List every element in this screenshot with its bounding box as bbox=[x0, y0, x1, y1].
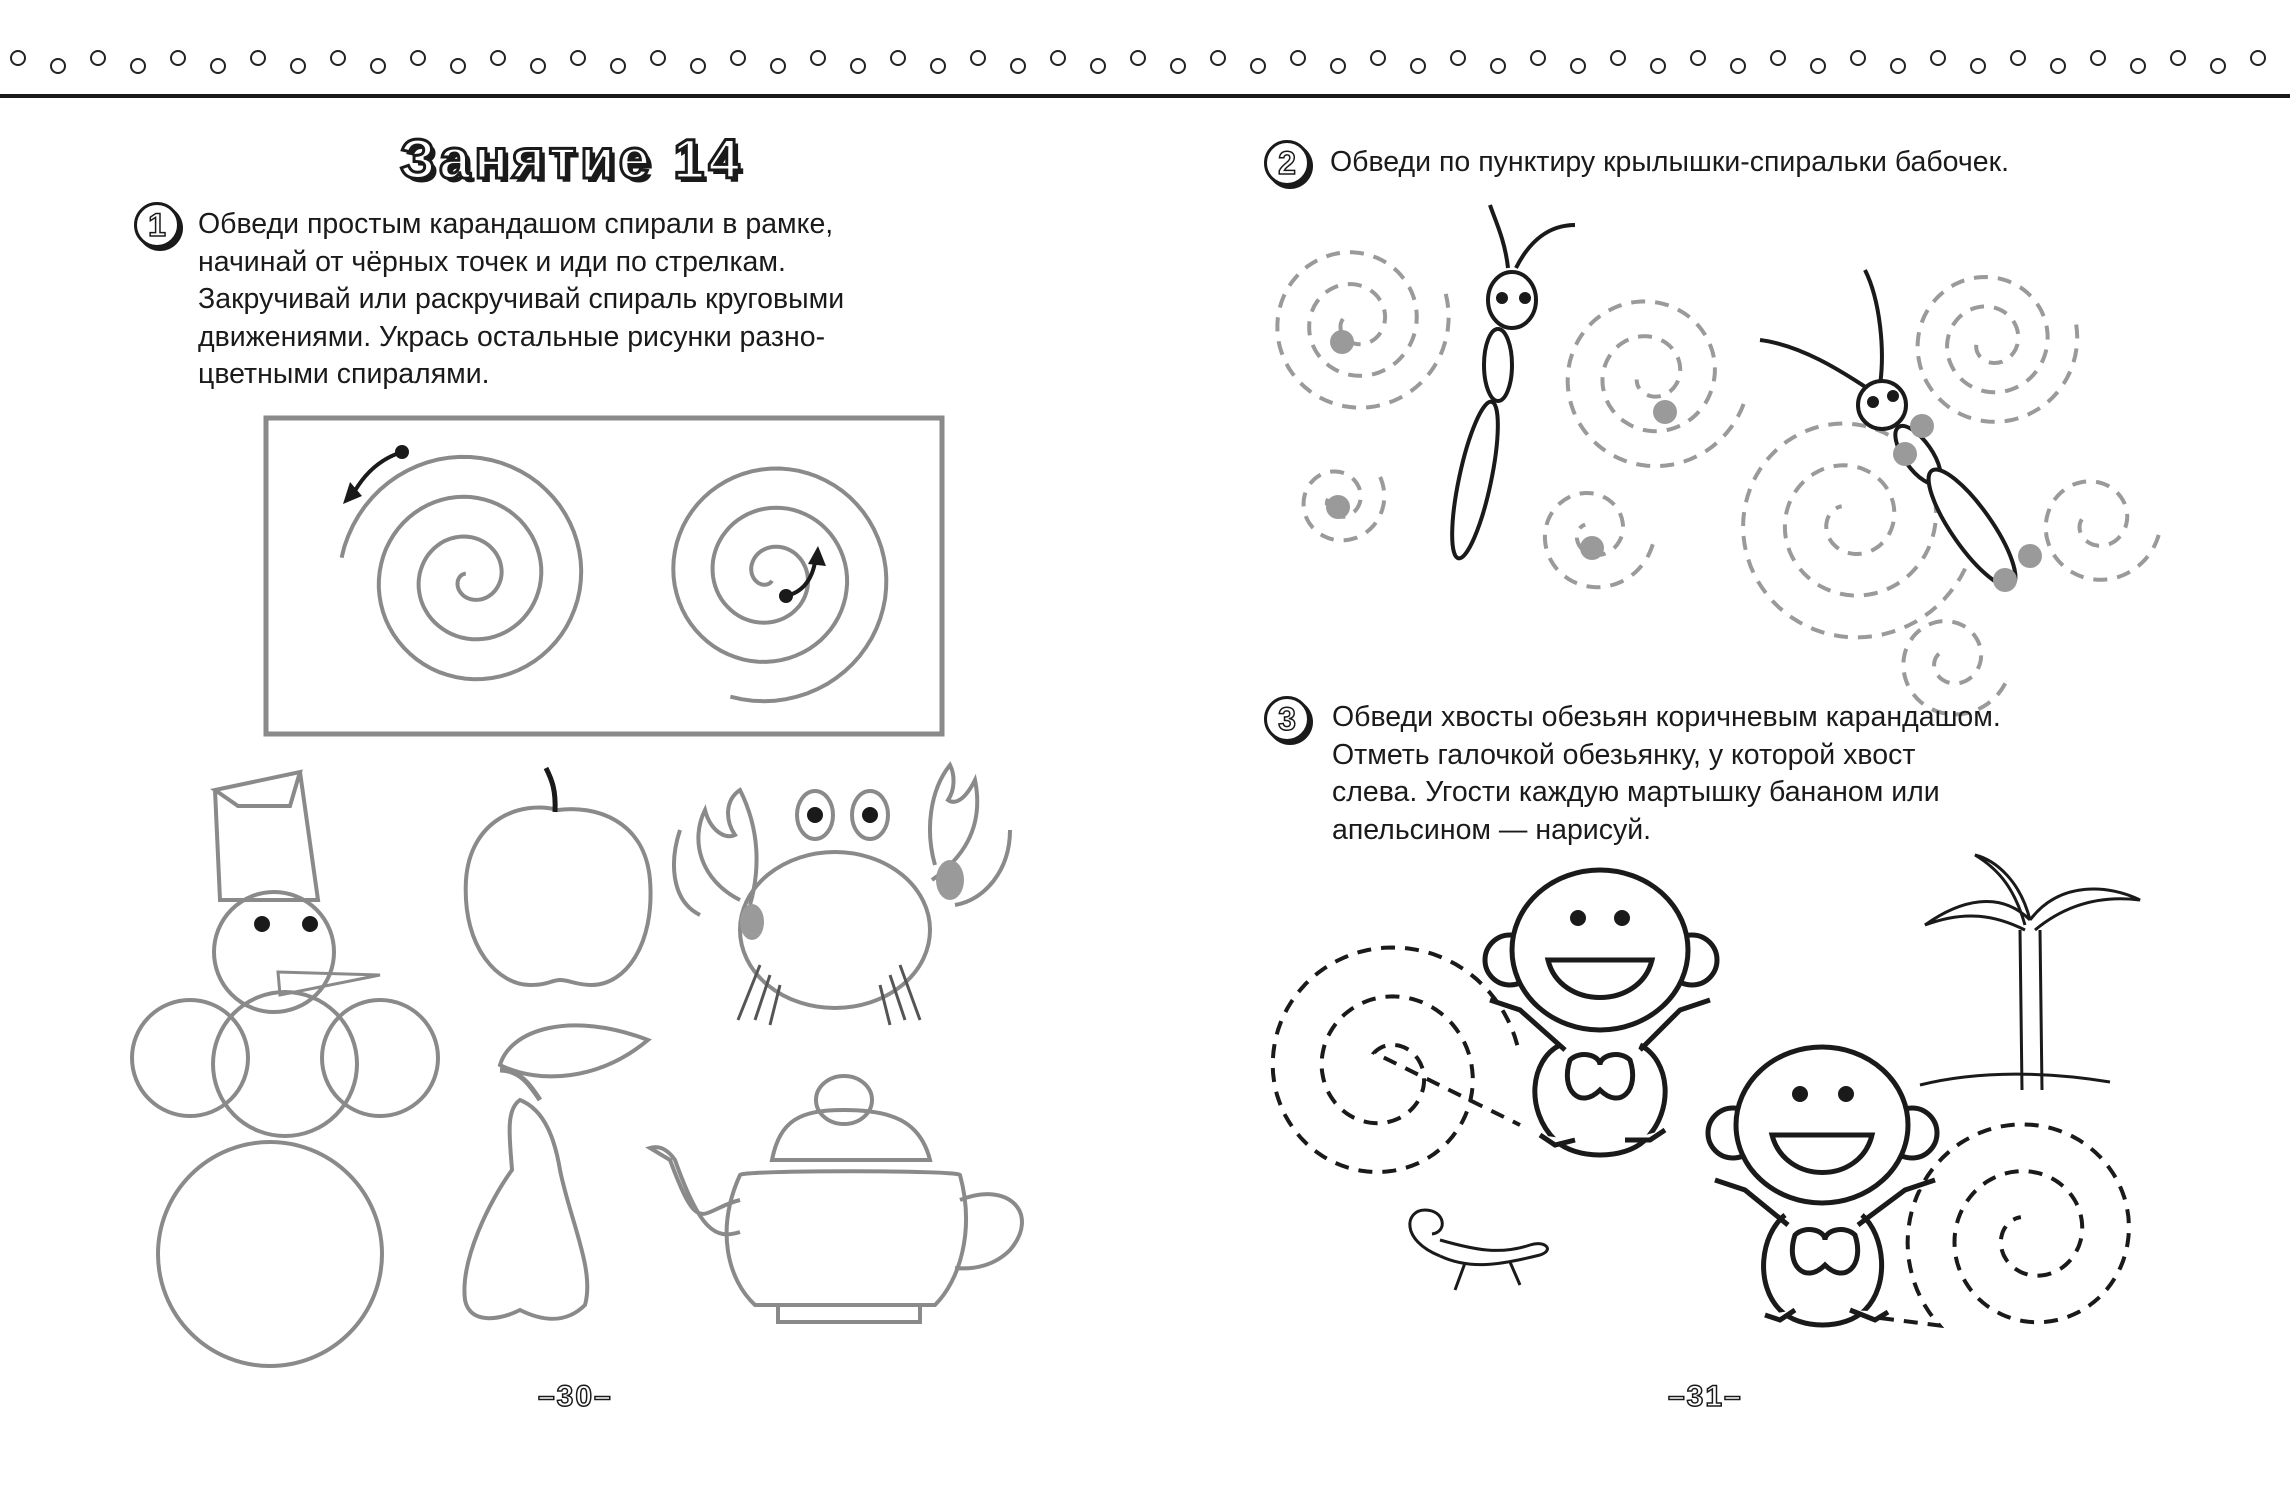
border-dot bbox=[2091, 51, 2105, 65]
border-dot bbox=[931, 59, 945, 73]
task-3-text bbox=[1332, 699, 2160, 849]
crab-claw-joint bbox=[936, 860, 964, 900]
border-dot bbox=[1411, 59, 1425, 73]
task-1-line: цветными спиралями. bbox=[198, 358, 490, 390]
border-dot bbox=[171, 51, 185, 65]
task-1-line: начинай от чёрных точек и иди по стрелкам. bbox=[198, 245, 786, 278]
arrow-left-head bbox=[343, 482, 362, 504]
task-3-line: слева. Угости каждую мартышку бананом или bbox=[1332, 776, 1940, 808]
border-dot bbox=[131, 59, 145, 73]
task-3-line: Отметь галочкой обезьянку, у которой хвост bbox=[1332, 738, 1916, 771]
border-dot bbox=[2251, 51, 2265, 65]
border-dot bbox=[1651, 59, 1665, 73]
butterfly-2 bbox=[1760, 270, 2029, 597]
border-dot bbox=[571, 51, 585, 65]
border-dot bbox=[1851, 51, 1865, 65]
border-dot bbox=[1491, 59, 1505, 73]
arrow-right bbox=[786, 556, 816, 596]
border-dot bbox=[2131, 59, 2145, 73]
border-dot bbox=[331, 51, 345, 65]
border-dot bbox=[1131, 51, 1145, 65]
task-1-number: 1 bbox=[148, 207, 166, 243]
border-dot bbox=[851, 59, 865, 73]
monkey-eye bbox=[1570, 910, 1586, 926]
snowman-drawing bbox=[132, 772, 438, 1366]
border-dot bbox=[1731, 59, 1745, 73]
border-dot bbox=[2171, 51, 2185, 65]
border-dot bbox=[611, 59, 625, 73]
border-dot bbox=[1371, 51, 1385, 65]
border-dot bbox=[1091, 59, 1105, 73]
border-dot bbox=[291, 59, 305, 73]
wing-spiral bbox=[2046, 481, 2159, 580]
border-dot bbox=[251, 51, 265, 65]
arrow-left bbox=[352, 452, 402, 496]
task-2-number: 2 bbox=[1278, 145, 1296, 181]
spiral-left bbox=[342, 457, 582, 679]
border-dot bbox=[11, 51, 25, 65]
task-1-badge bbox=[134, 202, 180, 248]
crab-drawing bbox=[674, 765, 1010, 1008]
snowman-eye bbox=[254, 916, 270, 932]
border-dot bbox=[1971, 59, 1985, 73]
wing-spiral bbox=[1277, 252, 1448, 407]
task-3-line: Обведи хвосты обезьян коричневым карандашом. bbox=[1332, 701, 2001, 733]
border-dot bbox=[211, 59, 225, 73]
monkey-eye bbox=[1838, 1086, 1854, 1102]
border-dot bbox=[1211, 51, 1225, 65]
pear-drawing bbox=[464, 1025, 648, 1318]
crab-eye bbox=[862, 807, 878, 823]
butterfly-eye bbox=[1519, 292, 1531, 304]
crab-legs bbox=[738, 965, 920, 1025]
task-1-text bbox=[198, 206, 1028, 394]
page-number-left: –30– bbox=[538, 1380, 613, 1413]
teapot-drawing bbox=[650, 1076, 1022, 1322]
task-1-line: Закручивай или раскручивай спираль круговыми bbox=[198, 283, 845, 315]
monkey-tail-left bbox=[1273, 948, 1520, 1173]
lesson-title: Занятие 14 bbox=[400, 127, 744, 190]
border-dot bbox=[1571, 59, 1585, 73]
wing-spiral bbox=[1918, 277, 2078, 422]
border-dot bbox=[491, 51, 505, 65]
monkey-eye bbox=[1792, 1086, 1808, 1102]
palm-tree bbox=[1920, 855, 2140, 1090]
border-dot bbox=[691, 59, 705, 73]
task-3-number: 3 bbox=[1278, 701, 1296, 737]
border-dot bbox=[1811, 59, 1825, 73]
border-dot bbox=[1331, 59, 1345, 73]
wing-spiral bbox=[1304, 472, 1385, 541]
border-dot bbox=[891, 51, 905, 65]
border-dot bbox=[1251, 59, 1265, 73]
butterfly-eye bbox=[1496, 292, 1508, 304]
border-dot bbox=[451, 59, 465, 73]
butterfly-eye bbox=[1887, 390, 1899, 402]
task-1-line: движениями. Укрась остальные рисунки разно- bbox=[198, 320, 826, 353]
spiral-start-dots bbox=[1326, 330, 2042, 592]
border-dot bbox=[1771, 51, 1785, 65]
border-dot bbox=[1931, 51, 1945, 65]
monkey-2 bbox=[1708, 1047, 1937, 1325]
border-dot bbox=[731, 51, 745, 65]
arrow-right-head bbox=[808, 546, 826, 566]
border-dot bbox=[91, 51, 105, 65]
crab-eye bbox=[807, 807, 823, 823]
monkey-1 bbox=[1485, 870, 1717, 1155]
border-dot bbox=[1891, 59, 1905, 73]
wing-spiral bbox=[1743, 424, 1965, 638]
border-dot bbox=[1451, 51, 1465, 65]
border-dot bbox=[771, 59, 785, 73]
task-2-badge bbox=[1264, 140, 1310, 186]
start-dot-right bbox=[779, 589, 793, 603]
border-dot bbox=[2211, 59, 2225, 73]
spiral-right bbox=[673, 469, 886, 702]
task-3-line: апельсином — нарисуй. bbox=[1332, 813, 1652, 846]
lizard bbox=[1410, 1210, 1548, 1290]
start-dot-left bbox=[395, 445, 409, 459]
border-dot bbox=[1611, 51, 1625, 65]
snowman-eye bbox=[302, 916, 318, 932]
border-dot bbox=[651, 51, 665, 65]
task-3-badge bbox=[1264, 696, 1310, 742]
task-2-text: Обведи по пунктиру крылышки-спиральки бабочек. bbox=[1330, 146, 2009, 178]
border-dot bbox=[2051, 59, 2065, 73]
wing-spiral bbox=[1545, 493, 1653, 587]
monkey-eye bbox=[1614, 910, 1630, 926]
wing-spiral bbox=[1568, 301, 1744, 466]
page-number-right: –31– bbox=[1668, 1380, 1743, 1413]
border-dot bbox=[1171, 59, 1185, 73]
border-dot bbox=[51, 59, 65, 73]
border-dot bbox=[411, 51, 425, 65]
apple-drawing bbox=[466, 768, 651, 985]
border-dot bbox=[1011, 59, 1025, 73]
border-dot bbox=[811, 51, 825, 65]
border-dot bbox=[531, 59, 545, 73]
butterfly-eye bbox=[1867, 396, 1879, 408]
border-dot bbox=[371, 59, 385, 73]
crab-claw-joint bbox=[740, 904, 764, 940]
border-dot bbox=[1051, 51, 1065, 65]
butterfly-1 bbox=[1443, 205, 1575, 562]
task-1-line: Обведи простым карандашом спирали в рамке, bbox=[198, 208, 834, 240]
border-dot bbox=[1291, 51, 1305, 65]
border-dot bbox=[1691, 51, 1705, 65]
spiral-frame-border bbox=[266, 418, 942, 734]
monkey-tail-right bbox=[1880, 1124, 2129, 1325]
border-dot bbox=[2011, 51, 2025, 65]
border-dot bbox=[1531, 51, 1545, 65]
top-border bbox=[0, 0, 2290, 110]
border-dot bbox=[971, 51, 985, 65]
